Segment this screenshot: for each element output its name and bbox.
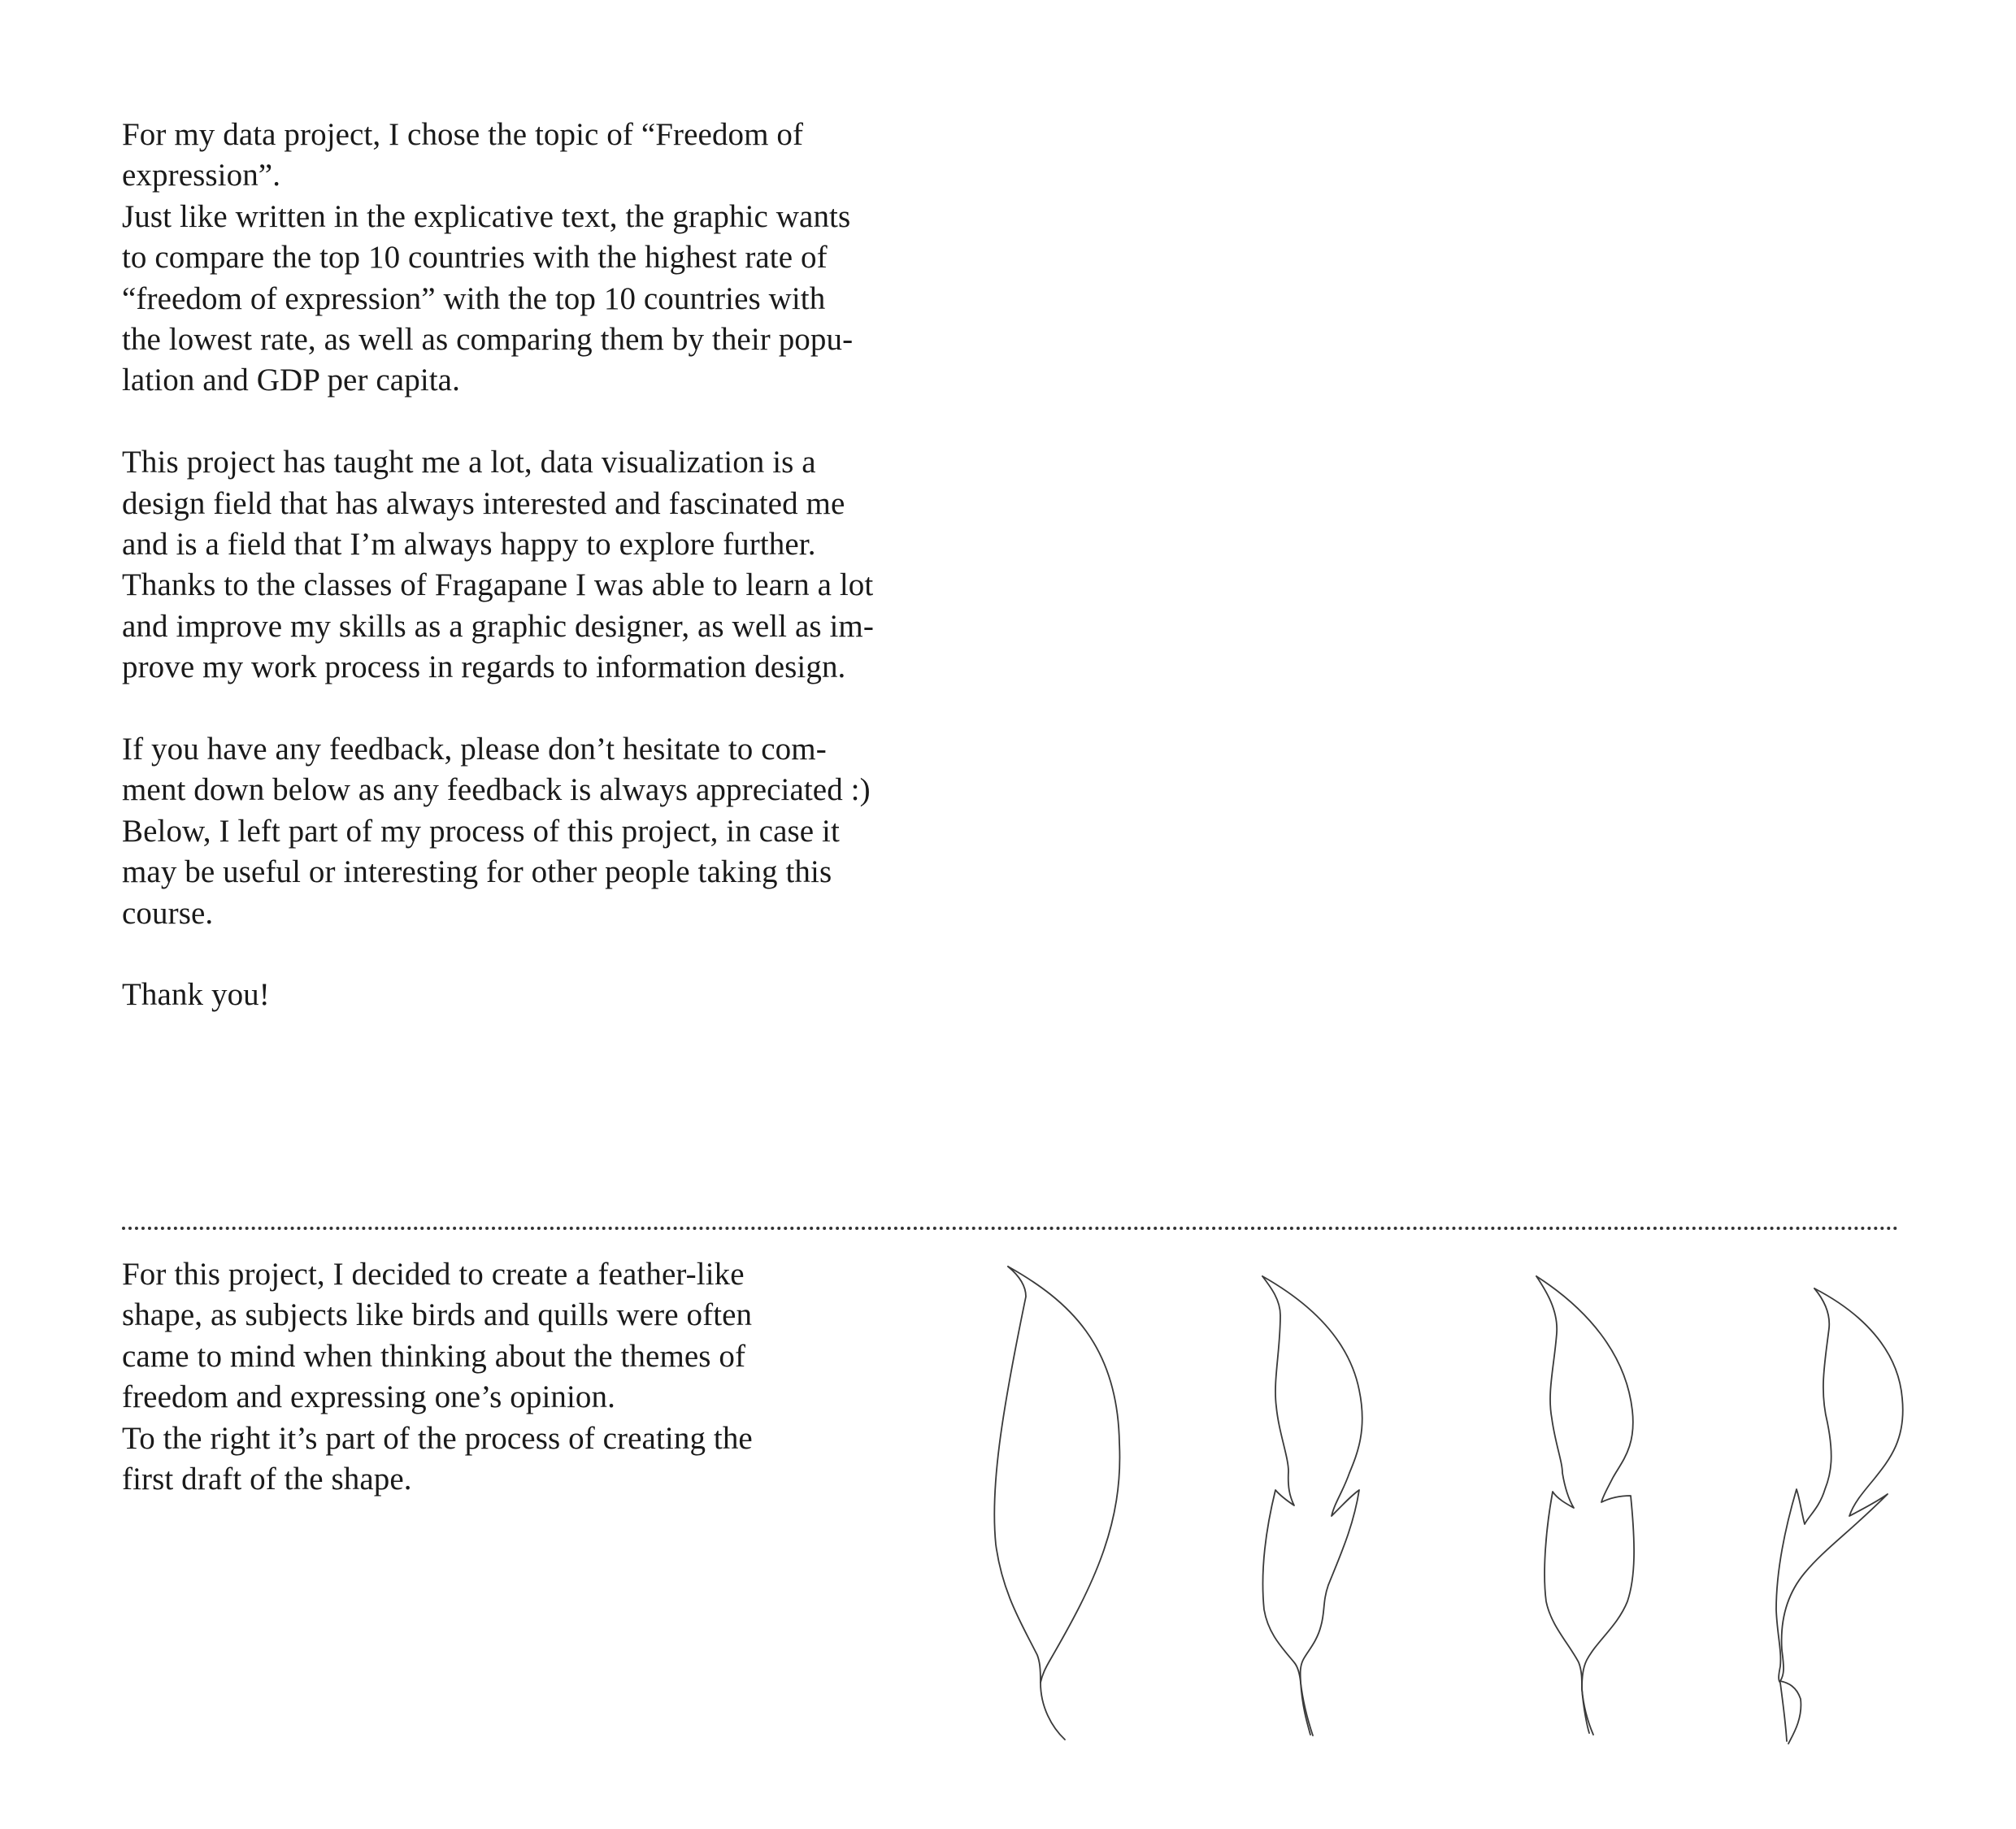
text-line: Just like written in the explicative text, the graphic wants — [122, 198, 851, 234]
text-line: For my data project, I chose the topic of “Freedom of — [122, 117, 804, 152]
process-text — [122, 1254, 854, 1500]
text-line: came to mind when thinking about the themes of — [122, 1338, 746, 1374]
text-line: shape, as subjects like birds and quills were often — [122, 1297, 753, 1333]
paragraph-spacer — [122, 402, 935, 442]
text-line: design field that has always interested and fascinated me — [122, 485, 845, 521]
text-line: Thanks to the classes of Fragapane I was able to learn a lot — [122, 567, 874, 603]
text-line: prove my work process in regards to information design. — [122, 649, 846, 685]
text-line: freedom and expressing one’s opinion. — [122, 1379, 615, 1415]
paragraph-spacer — [122, 934, 935, 975]
intro-paragraph-3 — [122, 729, 935, 934]
text-line: This project has taught me a lot, data visualization is a — [122, 445, 816, 480]
text-line: Below, I left part of my process of this project, in case it — [122, 813, 840, 849]
feather-sketch-3-icon — [1536, 1276, 1634, 1735]
text-line: For this project, I decided to create a feather-like — [122, 1257, 745, 1292]
text-line: If you have any feedback, please don’t hesitate to com- — [122, 732, 827, 767]
paragraph-spacer — [122, 689, 935, 729]
closing-line: Thank you! — [122, 977, 270, 1013]
text-line: To the right it’s part of the process of creating the — [122, 1420, 753, 1456]
feather-sketches — [975, 1244, 1951, 1748]
text-line: first draft of the shape. — [122, 1462, 412, 1497]
text-line: course. — [122, 895, 214, 931]
intro-paragraph-2 — [122, 442, 935, 688]
text-line: to compare the top 10 countries with the highest rate of — [122, 240, 828, 276]
text-line: lation and GDP per capita. — [122, 363, 460, 398]
text-line: may be useful or interesting for other people taking this — [122, 854, 832, 890]
feather-sketch-1-icon — [994, 1266, 1119, 1740]
text-line: the lowest rate, as well as comparing them by their popu- — [122, 322, 854, 358]
text-line: and is a field that I’m always happy to explore further. — [122, 527, 816, 563]
dotted-divider — [122, 1227, 1899, 1230]
feather-sketch-4-icon — [1776, 1288, 1903, 1744]
text-line: ment down below as any feedback is always appreciated :) — [122, 772, 871, 808]
text-line: “freedom of expression” with the top 10 countries with — [122, 280, 826, 316]
text-line: and improve my skills as a graphic designer, as well as im- — [122, 608, 874, 644]
intro-paragraph-1 — [122, 115, 935, 402]
intro-text — [122, 115, 935, 1016]
feather-sketch-2-icon — [1262, 1276, 1362, 1736]
text-line: expression”. — [122, 158, 281, 193]
